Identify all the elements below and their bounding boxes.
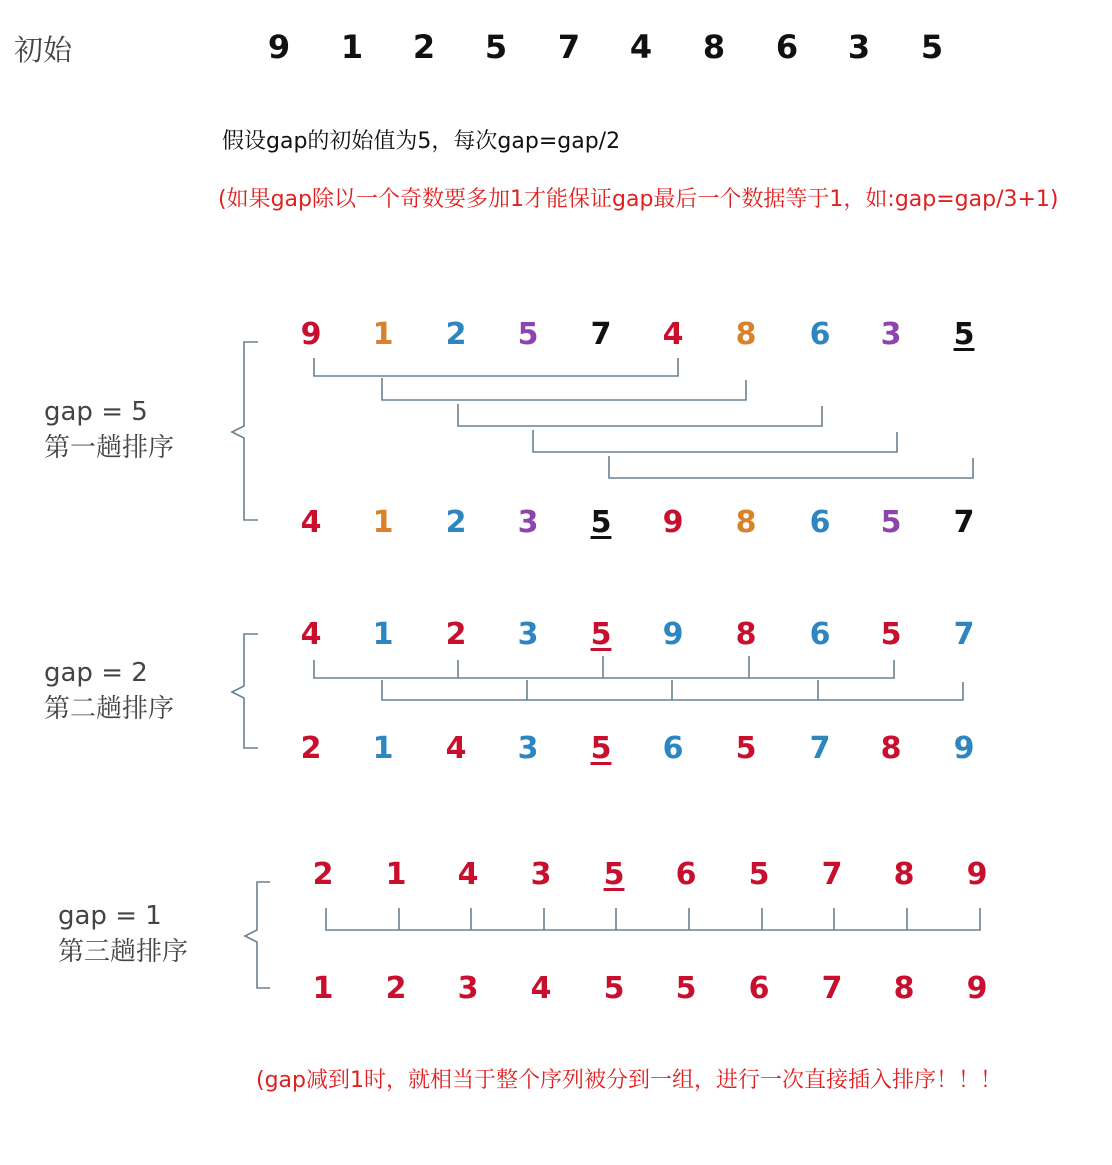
pass2-before-value: 3	[517, 617, 539, 652]
pass2-group-2	[382, 680, 963, 700]
pass3-after-value: 1	[312, 971, 334, 1006]
pass3-before-value: 4	[457, 857, 479, 892]
pass2-before-value: 1	[372, 617, 394, 652]
pass1-before-value: 6	[809, 317, 831, 352]
pass2-after-value: 1	[372, 731, 394, 766]
pass1-before-value: 4	[662, 317, 684, 352]
pass2-before-value: 9	[662, 617, 684, 652]
pass1-before-value: 2	[445, 317, 467, 352]
pass3-before-value: 1	[385, 857, 407, 892]
pass2-before-value: 7	[953, 617, 975, 652]
initial-value: 5	[484, 28, 508, 66]
pass1-group-2	[382, 378, 746, 400]
pass2-after-value: 8	[880, 731, 902, 766]
pass3-before-value: 8	[893, 857, 915, 892]
initial-label: 初始	[14, 33, 73, 67]
pass3-after-value: 9	[966, 971, 988, 1006]
pass1-gap-text: gap = 5	[44, 397, 148, 427]
pass3-before-value: 3	[530, 857, 552, 892]
initial-value: 5	[920, 28, 944, 66]
pass3-brace	[245, 882, 270, 988]
pass1-after-value: 5	[590, 505, 612, 540]
pass2-group-1	[314, 656, 894, 678]
pass1-name-text: 第一趟排序	[44, 433, 175, 463]
initial-value: 1	[340, 28, 364, 66]
pass2-before-value: 5	[590, 617, 612, 652]
pass3-before-value: 5	[748, 857, 770, 892]
pass3-after-value: 5	[675, 971, 697, 1006]
pass3-before-value: 9	[966, 857, 988, 892]
pass3-before-value: 2	[312, 857, 334, 892]
pass2-after-value: 5	[590, 731, 612, 766]
pass1-group-1	[314, 358, 678, 376]
initial-value: 6	[775, 28, 799, 66]
pass3-after-value: 6	[748, 971, 770, 1006]
initial-value: 4	[629, 28, 653, 66]
pass1-after-value: 3	[517, 505, 539, 540]
pass2-before-value: 6	[809, 617, 831, 652]
pass2-name-text: 第二趟排序	[44, 694, 175, 724]
pass3-after-value: 7	[821, 971, 843, 1006]
pass1-after-value: 4	[300, 505, 322, 540]
pass2-before-value: 2	[445, 617, 467, 652]
pass2-after-value: 4	[445, 731, 467, 766]
initial-value: 2	[412, 28, 436, 66]
pass1-after-value: 1	[372, 505, 394, 540]
pass1-group-3	[458, 404, 822, 426]
pass1-after-value: 2	[445, 505, 467, 540]
conclusion-note: (gap减到1时，就相当于整个序列被分到一组，进行一次直接插入排序！！！	[256, 1068, 1002, 1093]
pass3-after-value: 5	[603, 971, 625, 1006]
pass3-before-value: 7	[821, 857, 843, 892]
pass1-before-value: 3	[880, 317, 902, 352]
pass3-after-value: 4	[530, 971, 552, 1006]
pass1-before-value: 5	[517, 317, 539, 352]
pass2-after-value: 6	[662, 731, 684, 766]
pass1-brace	[232, 342, 258, 520]
pass3-group-1	[326, 908, 980, 930]
pass2-after-value: 5	[735, 731, 757, 766]
pass2-after-value: 3	[517, 731, 539, 766]
pass2-after-value: 7	[809, 731, 831, 766]
initial-value: 8	[702, 28, 726, 66]
pass3-before-value: 6	[675, 857, 697, 892]
pass1-before-value: 8	[735, 317, 757, 352]
pass1-group-5	[609, 456, 973, 478]
pass2-before-value: 8	[735, 617, 757, 652]
pass2-before-value: 4	[300, 617, 322, 652]
pass2-after-value: 9	[953, 731, 975, 766]
pass3-before-value: 5	[603, 857, 625, 892]
pass3-after-value: 3	[457, 971, 479, 1006]
pass2-brace	[232, 634, 258, 748]
pass3-gap-text: gap = 1	[58, 901, 162, 931]
initial-value: 7	[557, 28, 581, 66]
pass1-after-value: 5	[880, 505, 902, 540]
pass2-gap-text: gap = 2	[44, 658, 148, 688]
pass1-after-value: 6	[809, 505, 831, 540]
pass1-after-value: 7	[953, 505, 975, 540]
pass1-group-4	[533, 430, 897, 452]
pass3-after-value: 8	[893, 971, 915, 1006]
pass2-before-value: 5	[880, 617, 902, 652]
initial-value: 3	[847, 28, 871, 66]
pass1-after-value: 9	[662, 505, 684, 540]
pass1-before-value: 7	[590, 317, 612, 352]
pass2-after-value: 2	[300, 731, 322, 766]
gap-assumption-note: 假设gap的初始值为5，每次gap=gap/2	[222, 129, 621, 154]
pass1-before-value: 5	[953, 317, 975, 352]
odd-divisor-note: (如果gap除以一个奇数要多加1才能保证gap最后一个数据等于1，如:gap=gap/3+1)	[218, 187, 1059, 212]
pass1-after-value: 8	[735, 505, 757, 540]
initial-value: 9	[267, 28, 291, 66]
pass3-after-value: 2	[385, 971, 407, 1006]
pass3-name-text: 第三趟排序	[58, 937, 189, 967]
pass1-before-value: 9	[300, 317, 322, 352]
pass1-before-value: 1	[372, 317, 394, 352]
